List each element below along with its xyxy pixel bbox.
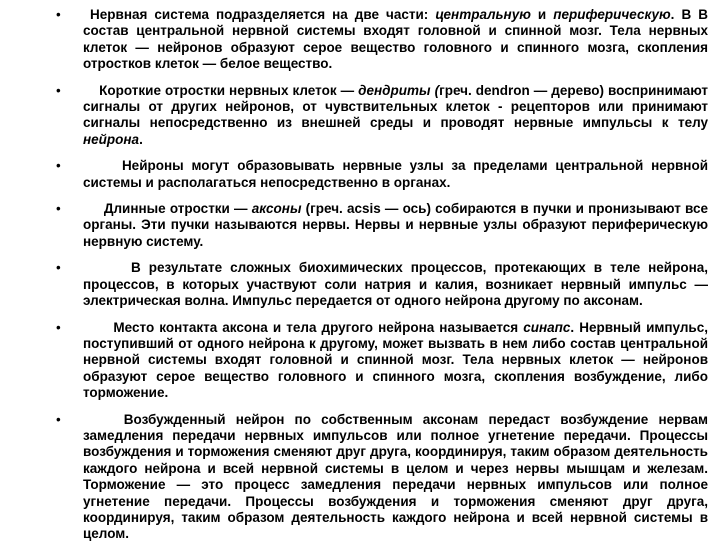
bullet-item [56,158,708,191]
bullet-text [83,201,708,250]
bullet-item [56,7,708,73]
text-run: . Нервный импульс, поступивший от одного нейрона к другому, может вызвать в нем либо состав центральной нервной системы входят головной и спинной мозг. Тела нервных клеток — нейронов образуют серое вещество головного и спинного мозга, скопления возбуждение, либо торможение. [83,319,708,401]
bullet-marker: • [56,319,61,335]
bullet-marker: • [56,158,61,174]
bullet-marker: • [56,260,61,276]
bullet-indent [83,320,113,335]
text-run: Нервная система подразделяется на две части: [90,7,436,22]
text-run: Место контакта аксона и тела другого нейрона называется [113,319,524,335]
bullet-marker: • [56,201,61,217]
bullet-marker: • [56,411,61,427]
text-run: Нейроны могут образовывать нервные узлы за пределами центральной нервной системы и располагаться непосредственно в органах. [83,158,708,190]
bullet-indent [83,7,90,22]
bullet-indent [83,260,131,275]
bullet-list [56,7,708,553]
bullet-indent [83,83,99,98]
text-run: . [139,131,143,147]
emphasized-term: дендриты ( [358,82,440,98]
text-run: (греч. acsis — ось) собираются в пучки и пронизывают все органы. Эти пучки называются нервы. Нервы и нервные узлы образуют периферическую нервную систему. [83,201,708,249]
bullet-indent [83,158,122,173]
emphasized-term: синапс [523,319,571,335]
emphasized-term: периферическую [553,7,671,22]
text-run: греч. dendron — дерево) воспринимают сигналы от других нейронов, от чувствительных клеток - рецепторов или принимают сигналы непосредственно из внешней среды и проводят нервные импульсы к телу [83,82,709,131]
bullet-item [56,412,708,543]
bullet-item [56,201,708,250]
bullet-indent [83,201,104,216]
bullet-text [83,320,708,402]
bullet-indent [83,412,124,427]
text-run: . В В состав центральной нервной системы входят головной и спинной мозг. Тела нервных клеток — нейронов образуют серое вещество головного и спинного мозга, скопления отростков клеток — белое вещество. [83,7,708,72]
text-run: В результате сложных биохимических процессов, протекающих в теле нейрона, процессов, в которых участвуют соли натрия и калия, возникает нервный импульс — электрическая волна. Импульс передается от одного нейрона другому по аксонам. [83,260,708,309]
bullet-item [56,83,708,149]
bullet-marker: • [56,7,61,22]
bullet-marker: • [56,82,61,98]
text-run: Возбужденный нейрон по собственным аксонам передаст возбуждение нервам замедления передачи нервных импульсов или полное угнетение передачи. Процессы возбуждения и торможения сменяют друг друга, координируя, таким образом деятельность каждого нейрона и всей нервной системы в целом и через нервы мышцам и железам. Торможение — это процесс замедления передачи нервных импульсов или полное угнетение передачи. Процессы возбуждения и торможения сменяют друг друга, координируя, таким образом деятельность каждого нейрона и всей нервной системы в целом. [83,411,708,542]
bullet-text [83,412,708,543]
bullet-item [56,320,708,402]
bullet-item [56,260,708,309]
text-run: и [530,7,554,22]
text-run: Короткие отростки нервных клеток — [99,82,359,98]
bullet-text [83,158,708,191]
emphasized-term: центральную [435,7,531,22]
bullet-text [83,83,708,149]
text-run: Длинные отростки — [103,201,252,217]
emphasized-term: аксоны [251,201,302,217]
bullet-text [83,260,708,309]
bullet-text [83,7,708,73]
emphasized-term: нейрона [83,131,140,147]
